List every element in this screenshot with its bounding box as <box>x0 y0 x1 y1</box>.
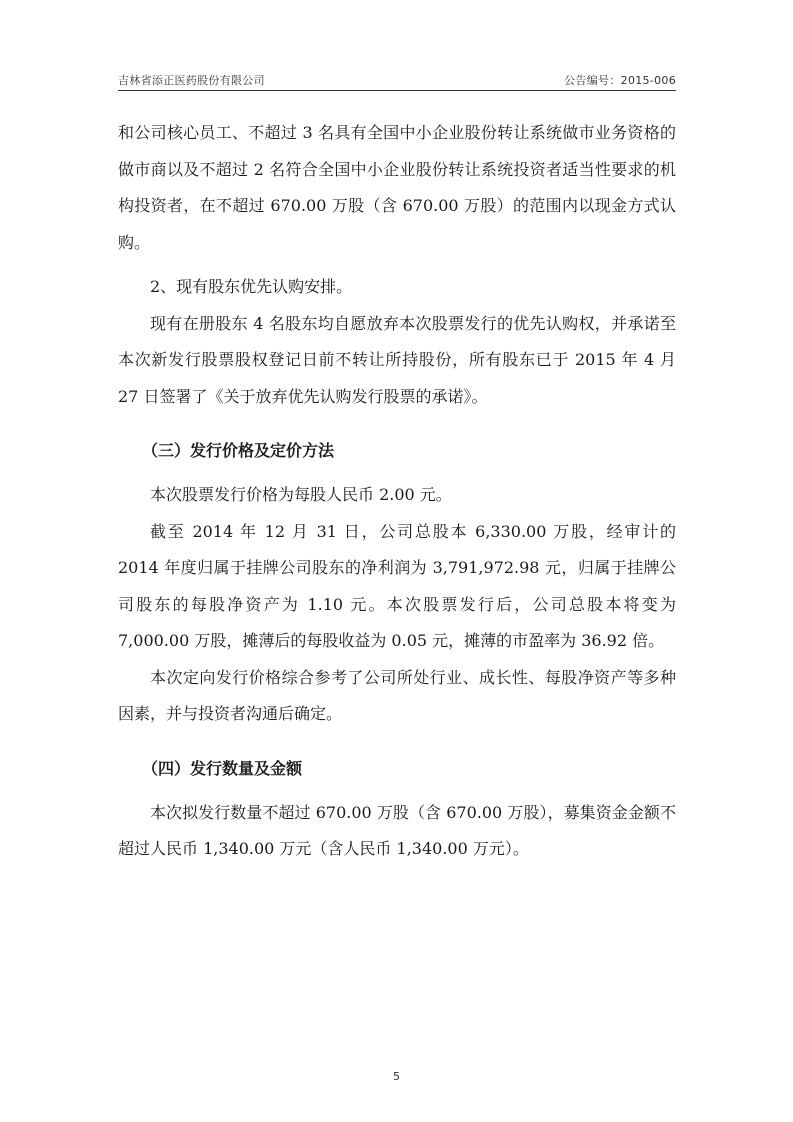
paragraph-issue-amount: 本次拟发行数量不超过 670.00 万股（含 670.00 万股），募集资金金额不超过人民币 1,340.00 万元（含人民币 1,340.00 万元）。 <box>118 802 676 858</box>
header-company-name: 吉林省添正医药股份有限公司 <box>118 74 265 87</box>
paragraph-subscribers: 和公司核心员工、不超过 3 名具有全国中小企业股份转让系统做市业务资格的做市商以及不超过 2 名符合全国中小企业股份转让系统投资者适当性要求的机构投资者，在不超过 670.00 万股（含 670.00 万股）的范围内以现金方式认购。 <box>118 123 676 252</box>
section-heading-quantity: （四）发行数量及金额 <box>142 758 303 778</box>
paragraph-financials: 截至 2014 年 12 月 31 日，公司总股本 6,330.00 万股，经审计的 2014 年度归属于挂牌公司股东的净利润为 3,791,972.98 元，归属于挂牌公司股东的每股净资产为 1.10 元。本次股票发行后，公司总股本将变为 7,000.00 万股，摊薄后的每股收益为 0.05 元，摊薄的市盈率为 36.92 倍。 <box>118 521 676 650</box>
document-body <box>118 115 676 868</box>
section-heading-price: （三）发行价格及定价方法 <box>142 441 335 460</box>
paragraph-pricing-basis: 本次定向发行价格综合参考了公司所处行业、成长性、每股净资产等多种因素，并与投资者沟通后确定。 <box>118 667 676 723</box>
paragraph-shareholder-waiver: 现有在册股东 4 名股东均自愿放弃本次股票发行的优先认购权，并承诺至本次新发行股票股权登记日前不转让所持股份，所有股东已于 2015 年 4 月 27 日签署了《关于放弃优先认购发行股票的承诺》。 <box>118 313 676 406</box>
header-divider <box>118 90 676 91</box>
header-notice-number: 公告编号：2015-006 <box>564 74 676 87</box>
page-header <box>118 72 676 92</box>
paragraph-priority-subscription-title: 2、现有股东优先认购安排。 <box>150 277 353 296</box>
page-number: 5 <box>393 1070 400 1083</box>
paragraph-issue-price: 本次股票发行价格为每股人民币 2.00 元。 <box>150 485 452 504</box>
